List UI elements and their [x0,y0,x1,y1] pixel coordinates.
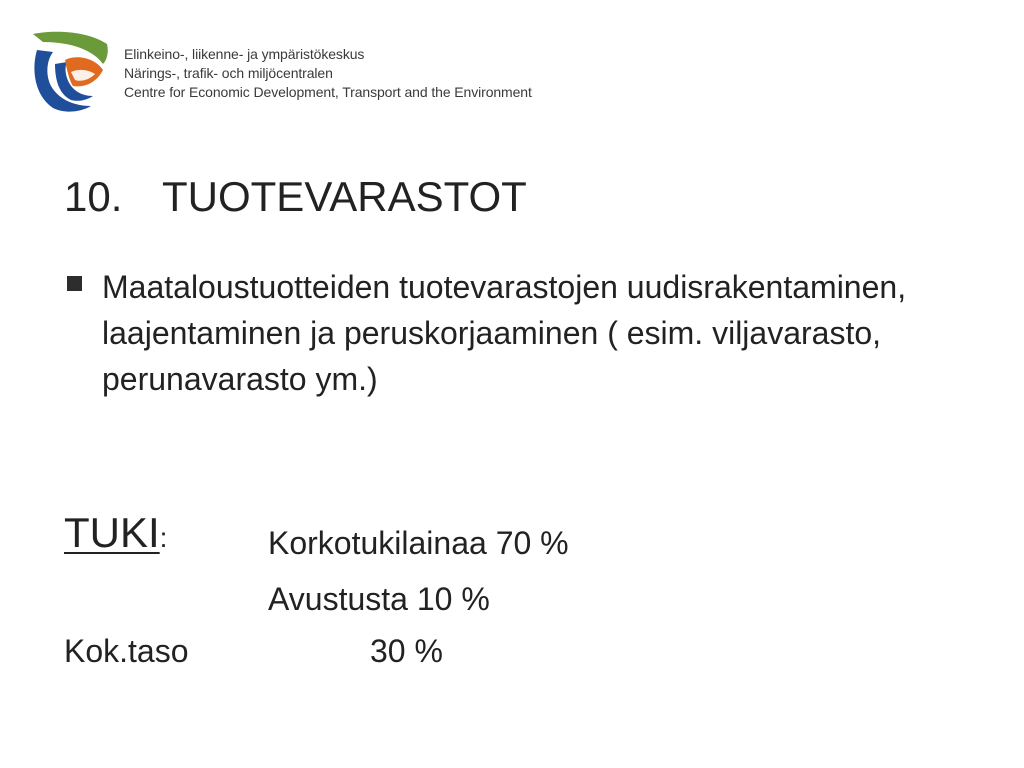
slide-title [64,172,527,222]
title-text: TUOTEVARASTOT [162,173,527,220]
org-name-swedish: Närings-, trafik- och miljöcentralen [124,65,333,81]
support-colon: : [159,522,168,553]
square-bullet-icon [67,276,82,291]
title-number: 10. [64,173,123,220]
support-heading [64,508,167,563]
support-grant-line: Avustusta 10 % [268,581,490,617]
org-name-english: Centre for Economic Development, Transport and the Environment [124,84,532,100]
org-name-finnish: Elinkeino-, liikenne- ja ympäristökeskus [124,46,365,62]
bullet-text: Maataloustuotteiden tuotevarastojen uudisrakentaminen, laajentaminen ja peruskorjaaminen ( esim. viljavarasto, perunavarasto ym.) [102,269,907,397]
total-level-label: Kok.taso [64,633,189,669]
support-loan-line: Korkotukilainaa 70 % [268,525,569,561]
total-level-value: 30 % [370,633,443,669]
organization-names [124,45,532,102]
support-label: TUKI [64,509,160,556]
ely-centre-logo-icon [31,30,111,112]
